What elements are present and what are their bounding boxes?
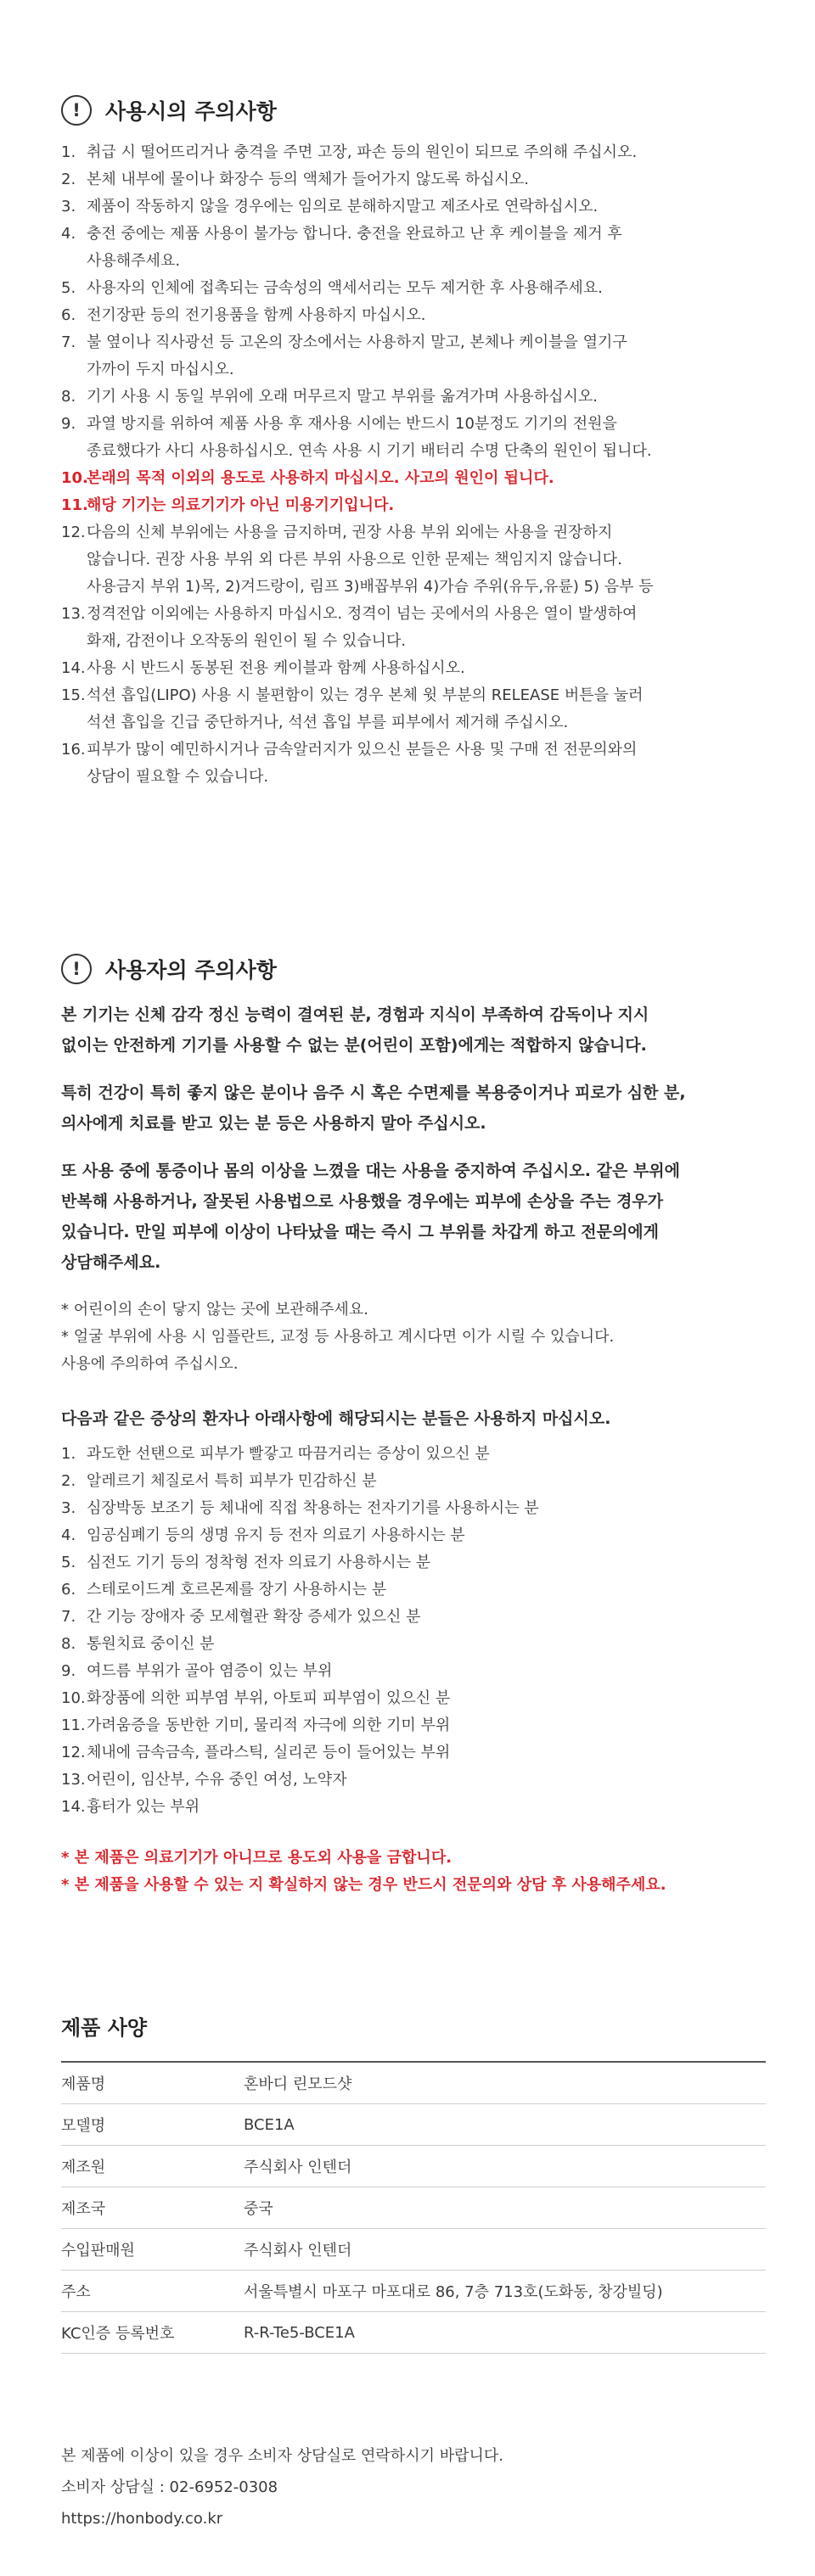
user-cautions-section: [61, 950, 766, 1899]
list-item: [61, 1576, 766, 1604]
item-number: 6.: [61, 306, 76, 324]
contact-notice: 본 제품에 이상이 있을 경우 소비자 상담실로 연락하시기 바랍니다.: [61, 2447, 503, 2465]
list-item: [61, 384, 766, 411]
user-cautions-title: 사용자의 주의사항: [105, 958, 277, 983]
list-item: [61, 1767, 766, 1794]
spec-value: 주식회사 인텐더: [244, 2229, 766, 2271]
warning-note: * 본 제품은 의료기기가 아니므로 용도외 사용을 금합니다.: [61, 1849, 452, 1867]
spec-value: 주식회사 인텐더: [244, 2146, 766, 2187]
item-text: 다음의 신체 부위에는 사용을 금지하며, 권장 사용 부위 외에는 사용을 권장하지 않습니다. 권장 사용 부위 외 다른 부위 사용으로 인한 문제는 책임지지 않습니다. 사용금지 부위 1)목, 2)겨드랑이, 림프 3)배꼽부위 4)가슴 주위(유두,유륜) 5) 음부 등: [87, 524, 654, 596]
list-item: [61, 1549, 766, 1576]
product-spec-section: [61, 2011, 766, 2354]
warning-notes: [61, 1845, 766, 1899]
item-number: 6.: [61, 1581, 76, 1599]
list-item: [61, 411, 766, 465]
item-text: 본체 내부에 물이나 화장수 등의 액체가 들어가지 않도록 하십시오.: [87, 171, 529, 188]
item-number: 8.: [61, 388, 76, 406]
spec-value: 중국: [244, 2187, 766, 2229]
item-text: 불 옆이나 직사광선 등 고온의 장소에서는 사용하지 말고, 본체나 케이블을 열기구 가까이 두지 마십시오.: [87, 333, 627, 378]
item-text: 기기 사용 시 동일 부위에 오래 머무르지 말고 부위를 옮겨가며 사용하십시오.: [87, 388, 598, 406]
item-text: 과열 방지를 위하여 제품 사용 후 재사용 시에는 반드시 10분정도 기기의 전원을 종료했다가 사디 사용하십시오. 연속 사용 시 기기 배터리 수명 단축의 원인이 됩니다.: [87, 415, 652, 460]
item-number: 12.: [61, 524, 86, 541]
item-text: 여드름 부위가 골아 염증이 있는 부위: [87, 1662, 333, 1680]
spec-label: 수입판매원: [61, 2229, 244, 2271]
item-number: 12.: [61, 1744, 86, 1761]
item-text: 석션 흡입(LIPO) 사용 시 불편함이 있는 경우 본체 윗 부분의 RELEASE 버튼을 눌러 석션 흡입을 긴급 중단하거나, 석션 흡입 부를 피부에서 제거해 주십시오.: [87, 686, 644, 731]
item-text: 심장박동 보조기 등 체내에 직접 착용하는 전자기기를 사용하시는 분: [87, 1499, 539, 1517]
item-number: 1.: [61, 1445, 76, 1463]
item-text: 알레르기 체질로서 특히 피부가 민감하신 분: [87, 1472, 377, 1490]
spec-row: [61, 2187, 766, 2229]
list-item: [61, 1468, 766, 1495]
product-spec-title: 제품 사양: [61, 2016, 148, 2040]
item-number: 4.: [61, 1526, 76, 1544]
item-text: 과도한 선탠으로 피부가 빨갛고 따끔거리는 증상이 있으신 분: [87, 1445, 490, 1463]
spec-row: [61, 2312, 766, 2354]
usage-cautions-section: [61, 92, 766, 791]
item-number: 2.: [61, 1472, 76, 1490]
user-caution-paragraph: 또 사용 중에 통증이나 몸의 이상을 느꼈을 대는 사용을 중지하여 주십시오. 같은 부위에 반복해 사용하거나, 잘못된 사용법으로 사용했을 경우에는 피부에 손상을 주는 경우가 있습니다. 만일 피부에 이상이 나타났을 때는 즉시 그 부위를 차갑게 하고 전문의에게 상담해주세요.: [61, 1162, 680, 1272]
list-item: [61, 329, 766, 384]
item-number: 7.: [61, 333, 76, 351]
spec-value: R-R-Te5-BCE1A: [244, 2312, 766, 2354]
exclamation-circle-icon: !: [61, 954, 92, 984]
item-number: 4.: [61, 225, 76, 243]
list-item: [61, 193, 766, 221]
usage-cautions-list: [61, 139, 766, 791]
user-caution-paragraph: 특히 건강이 특히 좋지 않은 분이나 음주 시 혹은 수면제를 복용중이거나 피로가 심한 분, 의사에게 치료를 받고 있는 분 등은 사용하지 말아 주십시오.: [61, 1084, 686, 1133]
list-item: [61, 1495, 766, 1522]
spec-label: 제품명: [61, 2062, 244, 2104]
exclamation-circle-icon: !: [61, 95, 92, 126]
spec-value: BCE1A: [244, 2104, 766, 2146]
spec-row: [61, 2104, 766, 2146]
spec-label: 주소: [61, 2271, 244, 2312]
item-number: 9.: [61, 1662, 76, 1680]
list-item: [61, 1631, 766, 1658]
item-text: 화장품에 의한 피부염 부위, 아토피 피부염이 있으신 분: [87, 1689, 451, 1707]
item-text: 통원치료 중이신 분: [87, 1635, 215, 1653]
item-text: 본래의 목적 이외의 용도로 사용하지 마십시오. 사고의 원인이 됩니다.: [87, 469, 554, 487]
item-number: 11.: [61, 496, 88, 514]
item-text: 스테로이드계 호르몬제를 장기 사용하시는 분: [87, 1581, 387, 1599]
user-caution-paragraph: 본 기기는 신체 감각 정신 능력이 결여된 분, 경험과 지식이 부족하여 감독이나 지시 없이는 안전하게 기기를 사용할 수 없는 분(어린이 포함)에게는 적합하지 않습니다.: [61, 1005, 649, 1055]
item-number: 9.: [61, 415, 76, 433]
item-text: 사용 시 반드시 동봉된 전용 케이블과 함께 사용하십시오.: [87, 659, 465, 677]
usage-cautions-header: [61, 92, 766, 129]
item-number: 3.: [61, 198, 76, 216]
list-item: [61, 275, 766, 302]
list-item: [61, 1794, 766, 1821]
list-item: [61, 221, 766, 275]
item-number: 8.: [61, 1635, 76, 1653]
warning-note: * 본 제품을 사용할 수 있는 지 확실하지 않는 경우 반드시 전문의와 상담 후 사용해주세요.: [61, 1876, 666, 1894]
item-text: 간 기능 장애자 중 모세혈관 확장 증세가 있으신 분: [87, 1608, 421, 1626]
contraindication-title: 다음과 같은 증상의 환자나 아래사항에 해당되시는 분들은 사용하지 마십시오.: [61, 1409, 611, 1428]
user-cautions-header: [61, 950, 766, 988]
contraindication-list: [61, 1441, 766, 1821]
item-number: 15.: [61, 686, 86, 704]
list-item: [61, 1739, 766, 1767]
item-text: 피부가 많이 예민하시거나 금속알러지가 있으신 분들은 사용 및 구매 전 전문의와의 상담이 필요할 수 있습니다.: [87, 741, 638, 786]
item-number: 13.: [61, 1771, 86, 1789]
spec-row: [61, 2271, 766, 2312]
item-text: 해당 기기는 의료기기가 아닌 미용기기입니다.: [87, 496, 395, 514]
item-number: 14.: [61, 659, 86, 677]
list-item: [61, 1441, 766, 1468]
list-item: [61, 492, 766, 519]
implant-note: * 얼굴 부위에 사용 시 임플란트, 교정 등 사용하고 계시다면 이가 시릴 수 있습니다. 사용에 주의하여 주십시오.: [61, 1328, 615, 1373]
spec-label: 제조국: [61, 2187, 244, 2229]
item-text: 체내에 금속금속, 플라스틱, 실리콘 등이 들어있는 부위: [87, 1744, 451, 1761]
item-number: 13.: [61, 605, 86, 623]
item-number: 5.: [61, 279, 76, 297]
list-item: [61, 1604, 766, 1631]
item-text: 전기장판 등의 전기용품을 함께 사용하지 마십시오.: [87, 306, 426, 324]
product-spec-table: [61, 2061, 766, 2354]
item-text: 어린이, 임산부, 수유 중인 여성, 노약자: [87, 1771, 347, 1789]
spec-label: 제조원: [61, 2146, 244, 2187]
item-text: 취급 시 떨어뜨리거나 충격을 주면 고장, 파손 등의 원인이 되므로 주의해 주십시오.: [87, 143, 638, 161]
item-text: 제품이 작동하지 않을 경우에는 임의로 분해하지말고 제조사로 연락하십시오.: [87, 198, 599, 216]
item-number: 1.: [61, 143, 76, 161]
item-number: 3.: [61, 1499, 76, 1517]
list-item: [61, 1522, 766, 1549]
list-item: [61, 682, 766, 736]
spec-value: 서울특별시 마포구 마포대로 86, 7층 713호(도화동, 창강빌딩): [244, 2271, 766, 2312]
usage-cautions-title: 사용시의 주의사항: [105, 99, 277, 124]
list-item: [61, 139, 766, 166]
item-number: 7.: [61, 1608, 76, 1626]
item-number: 10.: [61, 469, 88, 487]
spec-label: KC인증 등록번호: [61, 2312, 244, 2354]
item-text: 정격전압 이외에는 사용하지 마십시오. 정격이 넘는 곳에서의 사용은 열이 발생하여 화재, 감전이나 오작동의 원인이 될 수 있습니다.: [87, 605, 638, 650]
list-item: [61, 601, 766, 655]
spec-row: [61, 2229, 766, 2271]
spec-row: [61, 2062, 766, 2104]
item-number: 16.: [61, 741, 86, 759]
list-item: [61, 166, 766, 193]
list-item: [61, 1712, 766, 1739]
item-text: 흉터가 있는 부위: [87, 1798, 200, 1816]
item-number: 14.: [61, 1798, 86, 1816]
list-item: [61, 736, 766, 791]
item-number: 11.: [61, 1716, 86, 1734]
item-number: 10.: [61, 1689, 86, 1707]
contact-phone: 소비자 상담실 : 02-6952-0308: [61, 2478, 278, 2496]
storage-note: * 어린이의 손이 닿지 않는 곳에 보관해주세요.: [61, 1301, 369, 1319]
item-text: 임공심폐기 등의 생명 유지 등 전자 의료기 사용하시는 분: [87, 1526, 465, 1544]
item-text: 심전도 기기 등의 정착형 전자 의료기 사용하시는 분: [87, 1554, 431, 1571]
list-item: [61, 1685, 766, 1712]
spec-row: [61, 2146, 766, 2187]
list-item: [61, 465, 766, 492]
spec-value: 혼바디 린모드샷: [244, 2062, 766, 2104]
item-number: 2.: [61, 171, 76, 188]
spec-label: 모델명: [61, 2104, 244, 2146]
item-text: 충전 중에는 제품 사용이 불가능 합니다. 충전을 완료하고 난 후 케이블을 제거 후 사용해주세요.: [87, 225, 622, 270]
list-item: [61, 1658, 766, 1685]
list-item: [61, 519, 766, 601]
list-item: [61, 655, 766, 682]
item-text: 가려움증을 동반한 기미, 물리적 자극에 의한 기미 부위: [87, 1716, 451, 1734]
website-link[interactable]: https://honbody.co.kr: [61, 2510, 223, 2528]
item-text: 사용자의 인체에 접촉되는 금속성의 액세서리는 모두 제거한 후 사용해주세요.: [87, 279, 603, 297]
contact-section: [61, 2440, 766, 2534]
list-item: [61, 302, 766, 329]
item-number: 5.: [61, 1554, 76, 1571]
